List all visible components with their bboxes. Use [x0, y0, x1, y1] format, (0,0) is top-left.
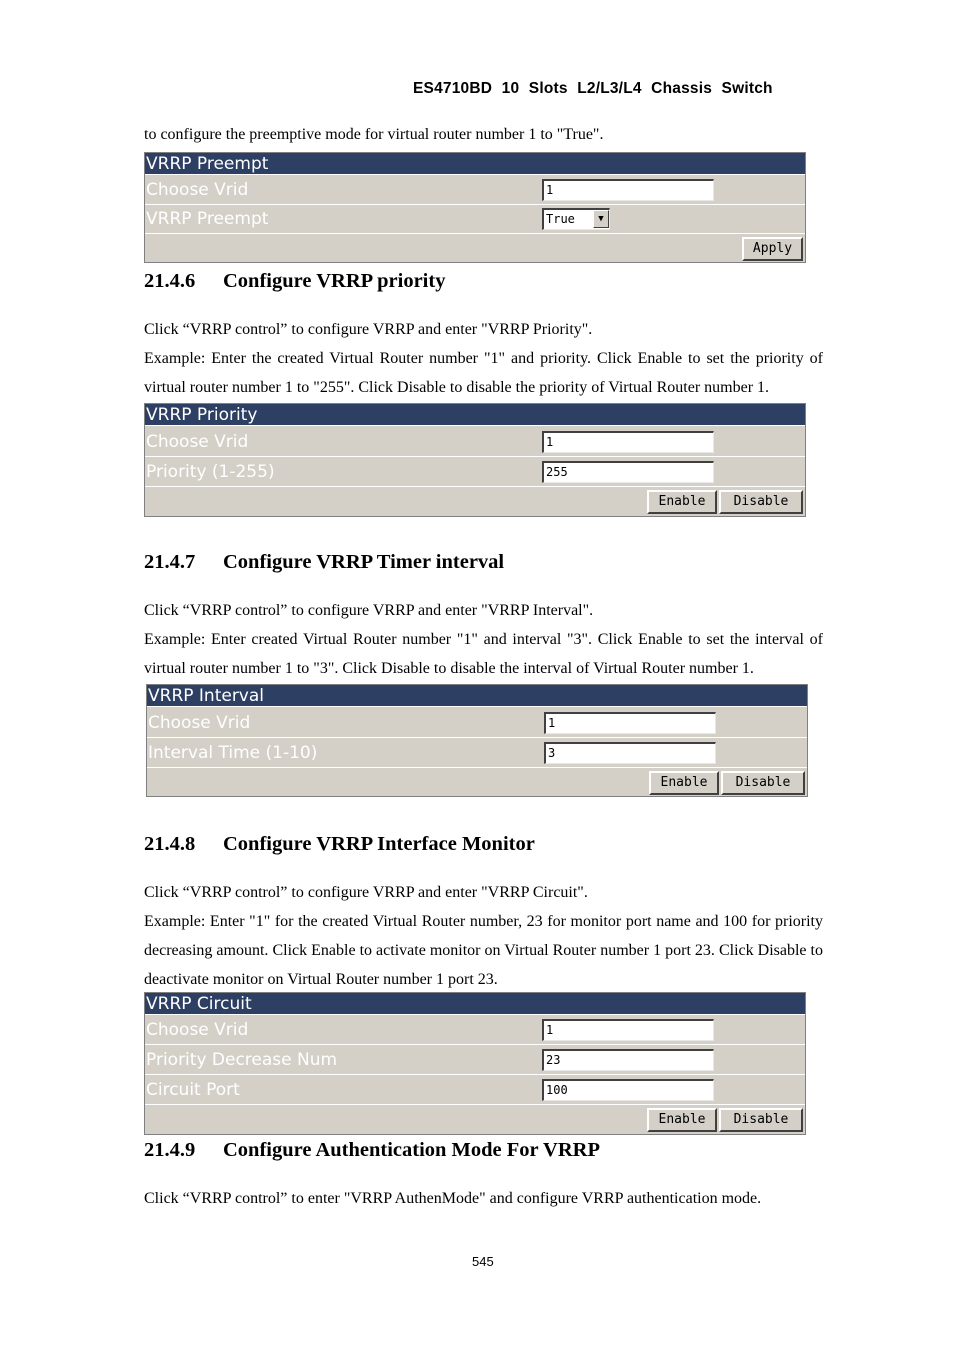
priority-input[interactable]: 255 [542, 461, 714, 483]
section-heading-21-4-7 [144, 551, 504, 574]
vrrp-preempt-selected: True [546, 212, 575, 226]
button-bar [145, 1105, 805, 1134]
section-title: Configure VRRP Interface Monitor [223, 833, 535, 855]
section-title: Configure VRRP Timer interval [223, 551, 505, 573]
section-heading-21-4-6 [144, 270, 445, 293]
choose-vrid-input[interactable]: 1 [542, 179, 714, 201]
priority-decrease-label: Priority Decrease Num [146, 1050, 338, 1070]
choose-vrid-label: Choose Vrid [146, 432, 249, 452]
paragraph: Example: Enter the created Virtual Router number "1" and priority. Click Enable to set the priority of virtual router number 1 to "255". Click Disable to disable the priority of Virtual Router number 1. [144, 350, 823, 396]
section-title: Configure VRRP priority [223, 270, 446, 292]
section-21-4-9-body [144, 1184, 823, 1213]
chevron-down-icon[interactable]: ▼ [593, 210, 609, 228]
choose-vrid-input[interactable]: 1 [542, 431, 714, 453]
choose-vrid-label: Choose Vrid [148, 713, 251, 733]
section-title: Configure Authentication Mode For VRRP [223, 1139, 600, 1161]
section-number: 21.4.8 [144, 833, 196, 855]
interval-time-input[interactable]: 3 [544, 742, 716, 764]
priority-label: Priority (1-255) [146, 462, 275, 482]
panel-title: VRRP Interval [147, 685, 807, 707]
vrrp-preempt-row [145, 205, 805, 234]
paragraph: Click “VRRP control” to configure VRRP and enter "VRRP Priority". [144, 321, 593, 338]
section-heading-21-4-9 [144, 1139, 600, 1162]
choose-vrid-label: Choose Vrid [146, 1020, 249, 1040]
button-bar [145, 487, 805, 516]
intro-text: to configure the preemptive mode for virtual router number 1 to "True". [144, 126, 604, 143]
vrrp-priority-panel [144, 403, 806, 517]
choose-vrid-label: Choose Vrid [146, 180, 249, 200]
vrrp-preempt-select[interactable] [542, 208, 610, 230]
circuit-port-input[interactable]: 100 [542, 1079, 714, 1101]
section-number: 21.4.6 [144, 270, 196, 292]
interval-time-row [147, 739, 807, 768]
paragraph: Click “VRRP control” to configure VRRP and enter "VRRP Interval". [144, 602, 594, 619]
priority-row [145, 458, 805, 487]
choose-vrid-row [145, 176, 805, 205]
priority-decrease-row [145, 1046, 805, 1075]
interval-time-label: Interval Time (1-10) [148, 743, 318, 763]
choose-vrid-row [145, 428, 805, 457]
circuit-port-row [145, 1076, 805, 1105]
disable-button[interactable]: Disable [719, 490, 803, 514]
choose-vrid-input[interactable]: 1 [542, 1019, 714, 1041]
intro-paragraph [144, 120, 823, 149]
enable-button[interactable]: Enable [647, 1108, 717, 1132]
vrrp-interval-panel [146, 684, 808, 797]
page-number: 545 [472, 1254, 494, 1269]
section-number: 21.4.7 [144, 551, 196, 573]
section-21-4-7-body [144, 596, 823, 683]
section-number: 21.4.9 [144, 1139, 196, 1161]
paragraph: Example: Enter created Virtual Router number "1" and interval "3". Click Enable to set the interval of virtual router number 1 to "3". Click Disable to disable the interval of Virtual Router number 1. [144, 631, 823, 677]
enable-button[interactable]: Enable [647, 490, 717, 514]
apply-button[interactable]: Apply [742, 237, 803, 261]
choose-vrid-row [145, 1016, 805, 1045]
disable-button[interactable]: Disable [719, 1108, 803, 1132]
enable-button[interactable]: Enable [649, 771, 719, 795]
vrrp-preempt-label: VRRP Preempt [146, 209, 269, 229]
panel-title: VRRP Priority [145, 404, 805, 426]
section-21-4-6-body [144, 315, 823, 402]
disable-button[interactable]: Disable [721, 771, 805, 795]
vrrp-circuit-panel [144, 992, 806, 1135]
panel-title: VRRP Preempt [145, 153, 805, 175]
paragraph: Example: Enter "1" for the created Virtual Router number, 23 for monitor port name and 100 for priority decreasing amount. Click Enable to activate monitor on Virtual Router number 1 port 23. Click Disable to deactivate monitor on Virtual Router number 1 port 23. [144, 913, 823, 988]
choose-vrid-input[interactable]: 1 [544, 712, 716, 734]
paragraph: Click “VRRP control” to enter "VRRP AuthenMode" and configure VRRP authentication mode. [144, 1190, 762, 1207]
document-header: ES4710BD 10 Slots L2/L3/L4 Chassis Switch [413, 80, 773, 97]
priority-decrease-input[interactable]: 23 [542, 1049, 714, 1071]
section-21-4-8-body [144, 878, 823, 994]
choose-vrid-row [147, 709, 807, 738]
button-bar [147, 768, 807, 797]
section-heading-21-4-8 [144, 833, 535, 856]
button-bar [145, 234, 805, 263]
circuit-port-label: Circuit Port [146, 1080, 240, 1100]
panel-title: VRRP Circuit [145, 993, 805, 1015]
paragraph: Click “VRRP control” to configure VRRP and enter "VRRP Circuit". [144, 884, 588, 901]
vrrp-preempt-panel [144, 152, 806, 263]
